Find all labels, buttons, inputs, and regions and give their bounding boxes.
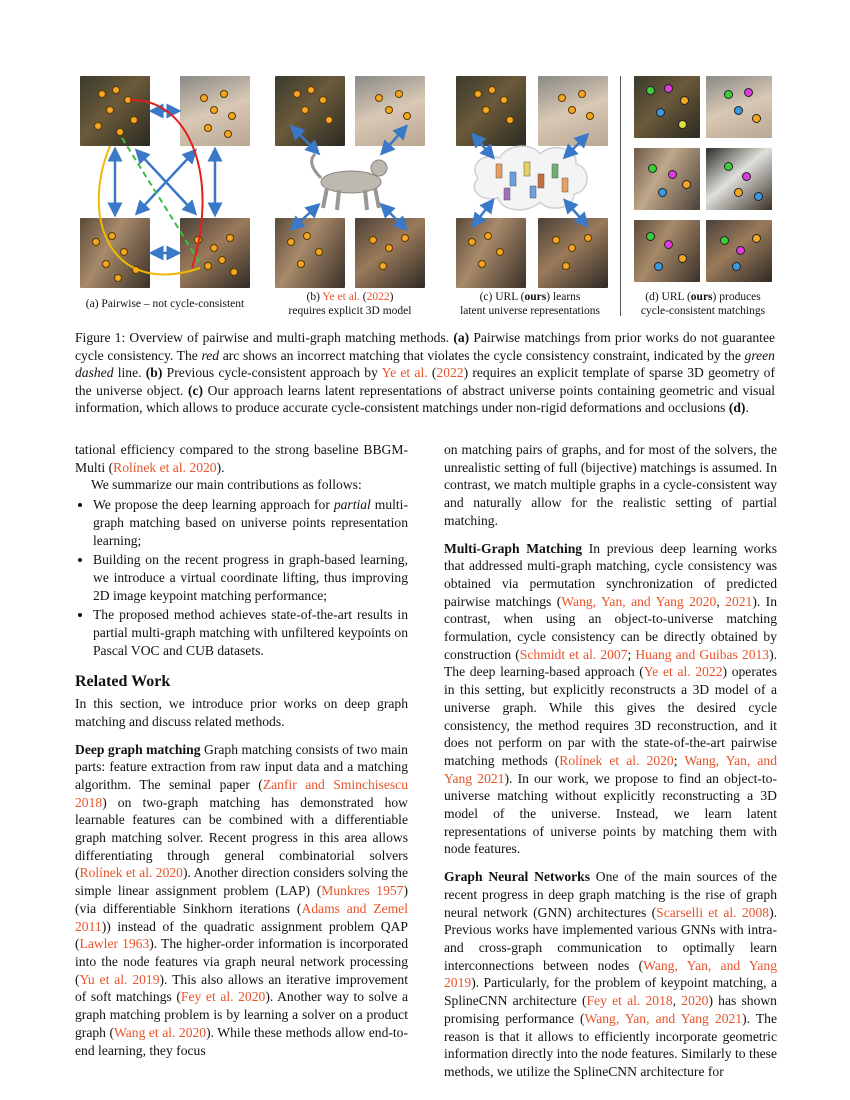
- citation-wang-yan-yang-2021[interactable]: Wang, Yan, and Yang 2021: [584, 1010, 743, 1026]
- subsection-heading-deep-graph-matching: Deep graph matching: [75, 741, 201, 757]
- template-3d-model: [275, 68, 425, 293]
- contribution-item: • The proposed method achieves state-of-the-art results in partial multi-graph matching with unfiltered keypoints on Pascal VOC and CUB datasets.: [93, 606, 408, 659]
- pairwise-arrows: [70, 68, 260, 293]
- contributions-list: [75, 496, 408, 659]
- citation-wang-yan-yang-2019[interactable]: Wang, Yan, and Yang 2019: [444, 957, 777, 991]
- paragraph-contributions: We summarize our main contributions as follows:: [91, 477, 362, 493]
- cat-photo-d1: [634, 76, 700, 138]
- citation-fey-2018[interactable]: Fey et al. 2018: [586, 993, 673, 1009]
- latent-universe-cloud: [450, 68, 610, 293]
- figure-caption-a: (a) Pairwise – not cycle-consistent: [85, 298, 245, 310]
- figure-panel-c: [450, 68, 610, 323]
- citation-fey-2020[interactable]: 2020: [681, 993, 709, 1009]
- cat-photo-d6: [706, 220, 772, 282]
- citation-ye-2022[interactable]: Ye et al.: [322, 291, 360, 303]
- paragraph-pairs: on matching pairs of graphs, and for most of the solvers, the unrealistic setting of full (bijective) matchings is assumed. In contrast, we match multiple graphs in a cycle-consistent way and naturally allow for the realistic setting of partial matching.: [444, 442, 777, 528]
- figure-caption-d: (d) URL (ours) produces cycle-consistent matchings: [640, 291, 766, 317]
- contribution-item: • Building on the recent progress in graph-based learning, we introduce a virtual coordinate lifting, thus improving 2D image keypoint matching performance;: [93, 551, 408, 604]
- citation-fey-2020[interactable]: Fey et al. 2020: [180, 989, 266, 1005]
- right-column: [444, 441, 777, 1081]
- paragraph-multi-graph-matching: Multi-Graph Matching In previous deep learning works that addressed multi-graph matching, cycle consistency was obtained via permutation synchronization of predicted pairwise matchings (Wang, Yan, and Yang 2020, 2021). In contrast, when using an object-to-universe matching formulation, cycle consistency can be directly obtained by construction (Schmidt et al. 2007; Huang and Guibas 2013). The deep learning-based approach (Ye et al. 2022) operates in this setting, but explicitly reconstructs a 3D model of a universe graph. While this gives the desired cycle consistency, the method requires 3D reconstruction, and it does not perform on par with the state-of-the-art pairwise matching methods (Rolínek et al. 2020; Wang, Yan, and Yang 2021). In our work, we propose to find an object-to-universe matching without explicitly reconstructing a 3D model of the universe. Instead, we learn latent representations of universe points by matching them with node features.: [444, 540, 778, 857]
- figure-caption: Figure 1: Overview of pairwise and multi-graph matching methods. (a) Pairwise matchings from prior works do not guarantee cycle consistency. The red arc shows an incorrect matching that violates the cycle consistency constraint, indicated by the green dashed line. (b) Previous cycle-consistent approach by Ye et al. (2022) requires an explicit template of sparse 3D geometry of the universe object. (c) Our approach learns latent representations of abstract universe points containing geometric and visual information, which allows to produce accurate cycle-consistent matchings under non-rigid deformations and occlusions (d).: [75, 330, 776, 416]
- figure-panel-a: [70, 68, 260, 323]
- citation-zanfir-2018[interactable]: Zanfir and Sminchisescu 2018: [75, 776, 408, 810]
- citation-wang-yan-yang-2021[interactable]: 2021: [725, 593, 753, 609]
- citation-rolinek-2020[interactable]: Rolínek et al. 2020: [113, 459, 217, 475]
- citation-lawler-1963[interactable]: Lawler 1963: [79, 936, 150, 952]
- citation-ye-2022[interactable]: Ye et al.: [381, 365, 428, 381]
- citation-huang-guibas-2013[interactable]: Huang and Guibas 2013: [635, 646, 770, 662]
- paragraph-deep-graph-matching: Deep graph matching Graph matching consists of two main parts: feature extraction from raw input data and a matching algorithm. The seminal paper (Zanfir and Sminchisescu 2018) on two-graph matching has demonstrated how learnable features can be combined with a differentiable graph matching solver. Recent progress in this area allows differentiating through general combinatorial solvers (Rolínek et al. 2020). Another direction considers solving the simple linear assignment problem (LAP) (Munkres 1957) (via differentiable Sinkhorn iterations (Adams and Zemel 2011)) instead of the quadratic assignment problem QAP (Lawler 1963). The higher-order information is incorporated into the node features via graph neural network processing (Yu et al. 2019). This also allows an iterative improvement of soft matchings (Fey et al. 2020). Another way to solve a graph matching problem is by learning a solver on a product graph (Wang et al. 2020). While these methods allow end-to-end learning, they focus: [75, 741, 408, 1058]
- figure-separator: [620, 76, 621, 316]
- citation-yu-2019[interactable]: Yu et al. 2019: [79, 971, 160, 987]
- citation-scarselli-2008[interactable]: Scarselli et al. 2008: [656, 904, 770, 920]
- citation-rolinek-2020[interactable]: Rolínek et al. 2020: [79, 865, 183, 881]
- citation-ye-2022-year[interactable]: 2022: [366, 291, 390, 303]
- section-heading-related-work: Related Work: [75, 673, 171, 691]
- contribution-item: • We propose the deep learning approach for partial multi-graph matching based on universe points representation learning;: [93, 496, 408, 549]
- citation-schmidt-2007[interactable]: Schmidt et al. 2007: [519, 646, 628, 662]
- citation-wang-yan-yang-2020[interactable]: Wang, Yan, and Yang 2020: [561, 593, 717, 609]
- paragraph-related-intro: In this section, we introduce prior works on deep graph matching and discuss related methods.: [75, 696, 408, 729]
- figure-caption-b: (b) Ye et al. (2022) requires explicit 3D model: [288, 291, 412, 317]
- left-column: [75, 441, 408, 1059]
- figure-panel-b: [275, 68, 425, 323]
- cat-photo-d4: [706, 148, 772, 210]
- cat-photo-d2: [706, 76, 772, 138]
- figure-caption-c: (c) URL (ours) learns latent universe representations: [460, 291, 600, 317]
- figure-panel-d: [628, 68, 778, 323]
- citation-adams-2011[interactable]: Adams and Zemel 2011: [75, 900, 408, 934]
- subsection-heading-gnn: Graph Neural Networks: [444, 869, 590, 885]
- citation-rolinek-2020[interactable]: Rolínek et al. 2020: [559, 752, 674, 768]
- figure-1: [70, 68, 780, 323]
- citation-wang-2020[interactable]: Wang et al. 2020: [114, 1024, 207, 1040]
- paragraph-graph-neural-networks: Graph Neural Networks One of the main sources of the recent progress in deep graph matching is the rise of graph neural network (GNN) architectures (Scarselli et al. 2008). Previous works have implemented various GNNs with intra- and cross-graph communication to optimally learn interconnections between nodes (Wang, Yan, and Yang 2019). Particularly, for the problem of keypoint matching, a SplineCNN architecture (Fey et al. 2018, 2020) has shown promising performance (Wang, Yan, and Yang 2021). The reason is that it allows to efficiently incorporate geometric information directly into the node features. Similarly to these methods, we utilize the SplineCNN architecture for: [444, 869, 777, 1079]
- cat-photo-d5: [634, 220, 700, 282]
- cat-photo-d3: [634, 148, 700, 210]
- citation-munkres-1957[interactable]: Munkres 1957: [321, 883, 404, 899]
- citation-ye-2022-year[interactable]: 2022: [436, 365, 464, 381]
- paragraph-efficiency: tational efficiency compared to the strong baseline BBGM-Multi (Rolínek et al. 2020).: [75, 442, 408, 475]
- citation-wang-yan-yang-2021[interactable]: Wang, Yan, and Yang 2021: [444, 752, 777, 786]
- subsection-heading-multi-graph-matching: Multi-Graph Matching: [444, 540, 583, 556]
- citation-ye-2022[interactable]: Ye et al. 2022: [643, 664, 723, 680]
